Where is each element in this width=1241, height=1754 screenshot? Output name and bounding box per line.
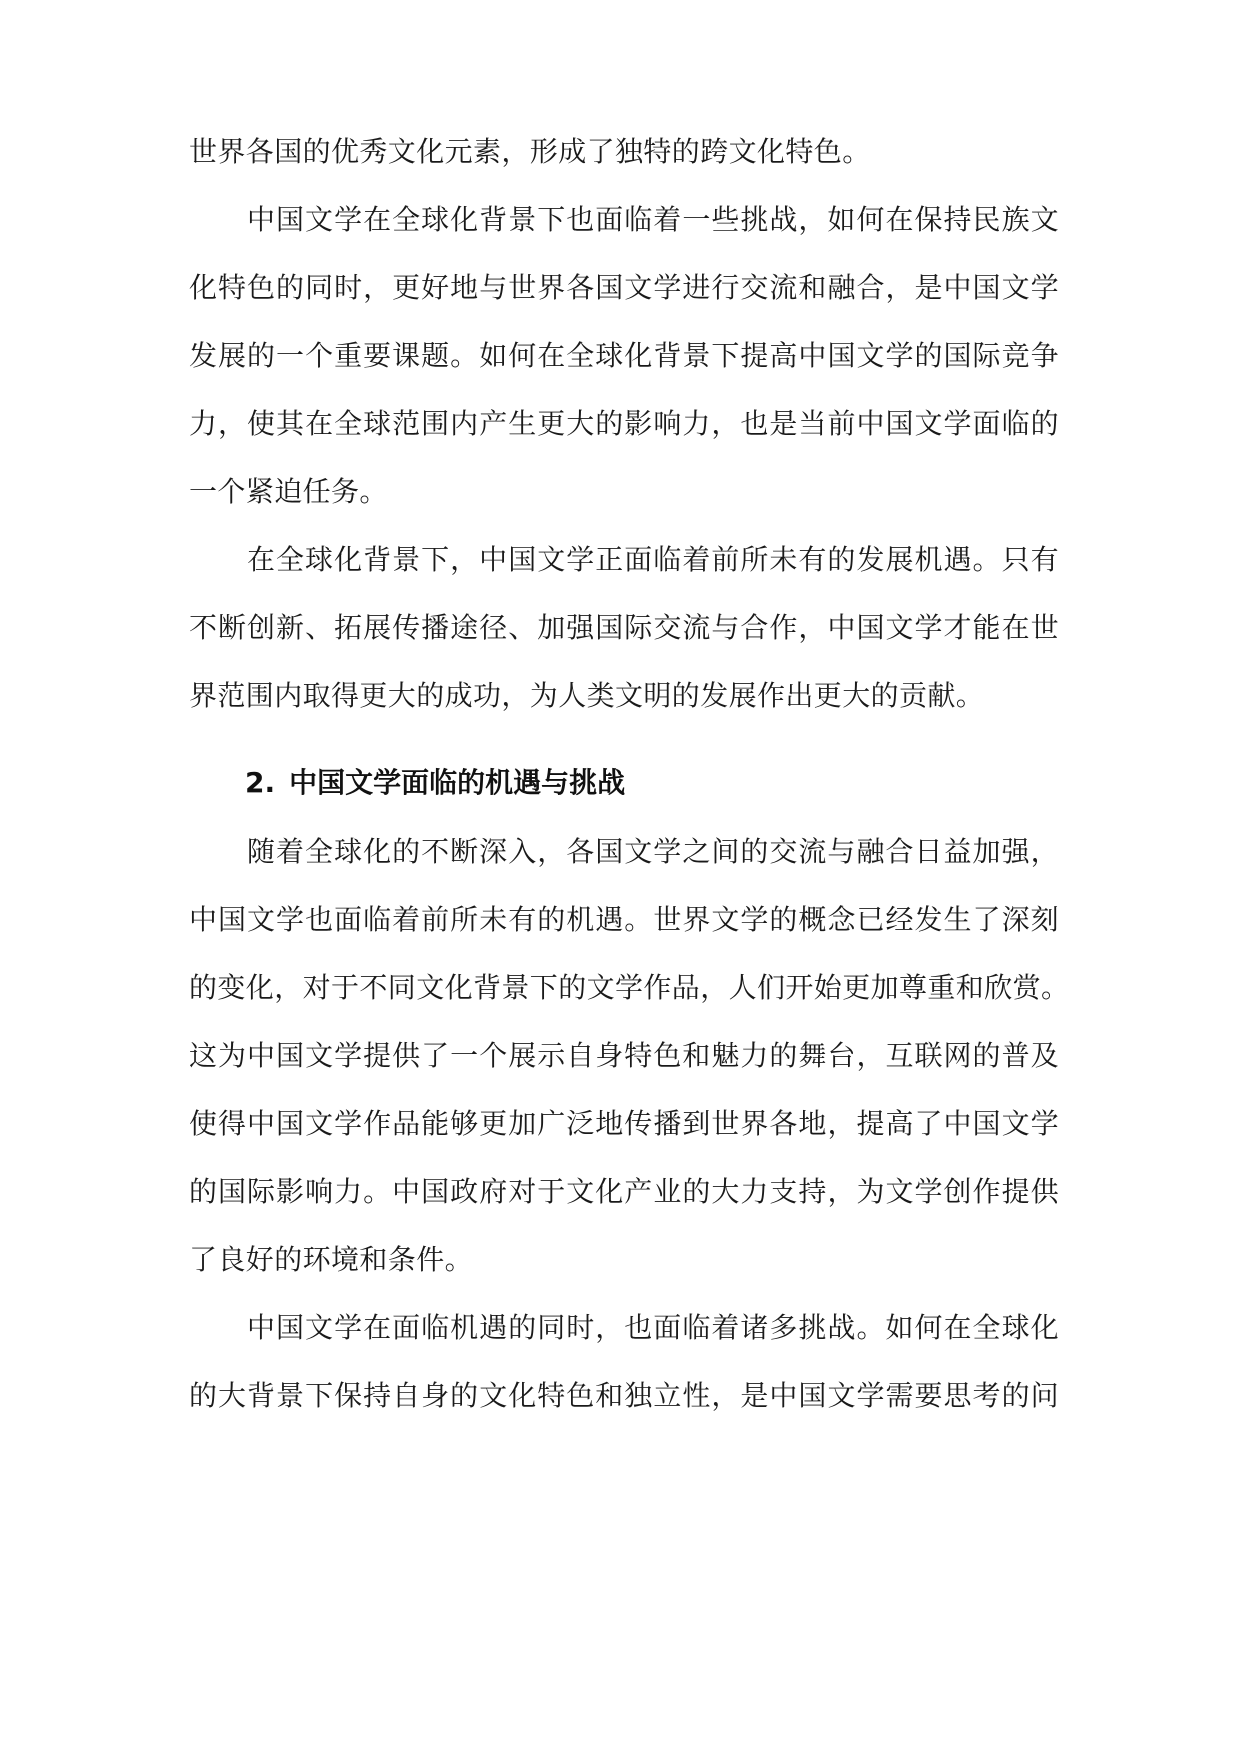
- paragraph-2-line-1: 中国文学在全球化背景下也面临着一些挑战，如何在保持民族文: [247, 203, 1059, 236]
- paragraph-4-line-6: 的国际影响力。中国政府对于文化产业的大力支持，为文学创作提供: [189, 1175, 1059, 1208]
- paragraph-4-line-4: 这为中国文学提供了一个展示自身特色和魅力的舞台，互联网的普及: [189, 1039, 1059, 1072]
- paragraph-2-line-3: 发展的一个重要课题。如何在全球化背景下提高中国文学的国际竞争: [189, 339, 1059, 372]
- paragraph-4-line-3: 的变化，对于不同文化背景下的文学作品，人们开始更加尊重和欣赏。: [189, 971, 1070, 1004]
- paragraph-5-line-2: 的大背景下保持自身的文化特色和独立性，是中国文学需要思考的问: [189, 1379, 1059, 1412]
- section-title: 中国文学面临的机遇与挑战: [289, 766, 626, 799]
- paragraph-4-line-5: 使得中国文学作品能够更加广泛地传播到世界各地，提高了中国文学: [189, 1107, 1059, 1140]
- paragraph-4-line-1: 随着全球化的不断深入，各国文学之间的交流与融合日益加强，: [247, 835, 1059, 868]
- paragraph-2-line-5: 一个紧迫任务。: [189, 475, 388, 508]
- paragraph-1-line-1: 世界各国的优秀文化元素，形成了独特的跨文化特色。: [189, 135, 871, 168]
- paragraph-2-line-2: 化特色的同时，更好地与世界各国文学进行交流和融合，是中国文学: [189, 271, 1059, 304]
- section-number: 2.: [245, 766, 276, 799]
- paragraph-5-line-1: 中国文学在面临机遇的同时，也面临着诸多挑战。如何在全球化: [247, 1311, 1059, 1344]
- paragraph-2-line-4: 力，使其在全球范围内产生更大的影响力，也是当前中国文学面临的: [189, 407, 1059, 440]
- paragraph-4-line-2: 中国文学也面临着前所未有的机遇。世界文学的概念已经发生了深刻: [189, 903, 1059, 936]
- paragraph-3-line-2: 不断创新、拓展传播途径、加强国际交流与合作，中国文学才能在世: [189, 611, 1059, 644]
- paragraph-4-line-7: 了良好的环境和条件。: [189, 1243, 474, 1276]
- paragraph-3-line-3: 界范围内取得更大的成功，为人类文明的发展作出更大的贡献。: [189, 679, 985, 712]
- section-heading: [245, 763, 625, 803]
- paragraph-3-line-1: 在全球化背景下，中国文学正面临着前所未有的发展机遇。只有: [247, 543, 1059, 576]
